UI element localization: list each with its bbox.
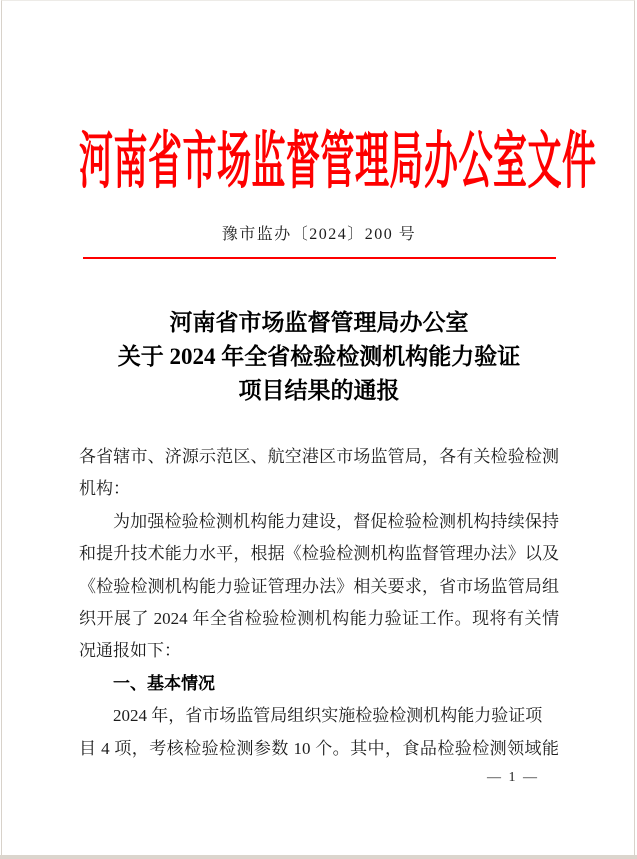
body-paragraphs: [79, 441, 559, 765]
body-line: 况通报如下：: [79, 641, 181, 661]
section-heading: 一、基本情况: [113, 673, 215, 693]
page-number: — 1 —: [487, 770, 539, 786]
body-line: 各省辖市、济源示范区、航空港区市场监管局，各有关检验检测: [79, 447, 559, 466]
document-title-line: 项目结果的通报: [238, 378, 400, 403]
body-line: 和提升技术能力水平，根据《检验检测机构监督管理办法》以及: [79, 544, 559, 564]
page-bottom-edge: [0, 855, 637, 859]
document-title-line: 关于 2024 年全省检验检测机构能力验证: [117, 344, 521, 369]
body-line: 目 4 项，考核检验检测参数 10 个。其中，食品检验检测领域能: [79, 738, 559, 758]
body-line: 织开展了 2024 年全省检验检测机构能力验证工作。现将有关情: [79, 609, 559, 629]
red-separator-line: [83, 257, 556, 259]
body-line: 2024 年，省市场监管局组织实施检验检测机构能力验证项: [113, 706, 543, 726]
body-line: 机构：: [79, 479, 130, 499]
document-page: [1, 0, 635, 855]
body-line: 为加强检验检测机构能力建设，督促检验检测机构持续保持: [113, 511, 559, 531]
document-number: 豫市监办〔2024〕200 号: [221, 226, 417, 243]
red-header-banner: [79, 129, 597, 197]
document-title-line: 河南省市场监督管理局办公室: [169, 310, 469, 335]
red-header-banner-text: 河南省市场监督管理局办公室文件: [79, 129, 597, 197]
document-title: [79, 306, 559, 408]
body-line: 《检验检测机构能力验证管理办法》相关要求，省市场监管局组: [79, 576, 559, 596]
page-content: [79, 129, 597, 786]
